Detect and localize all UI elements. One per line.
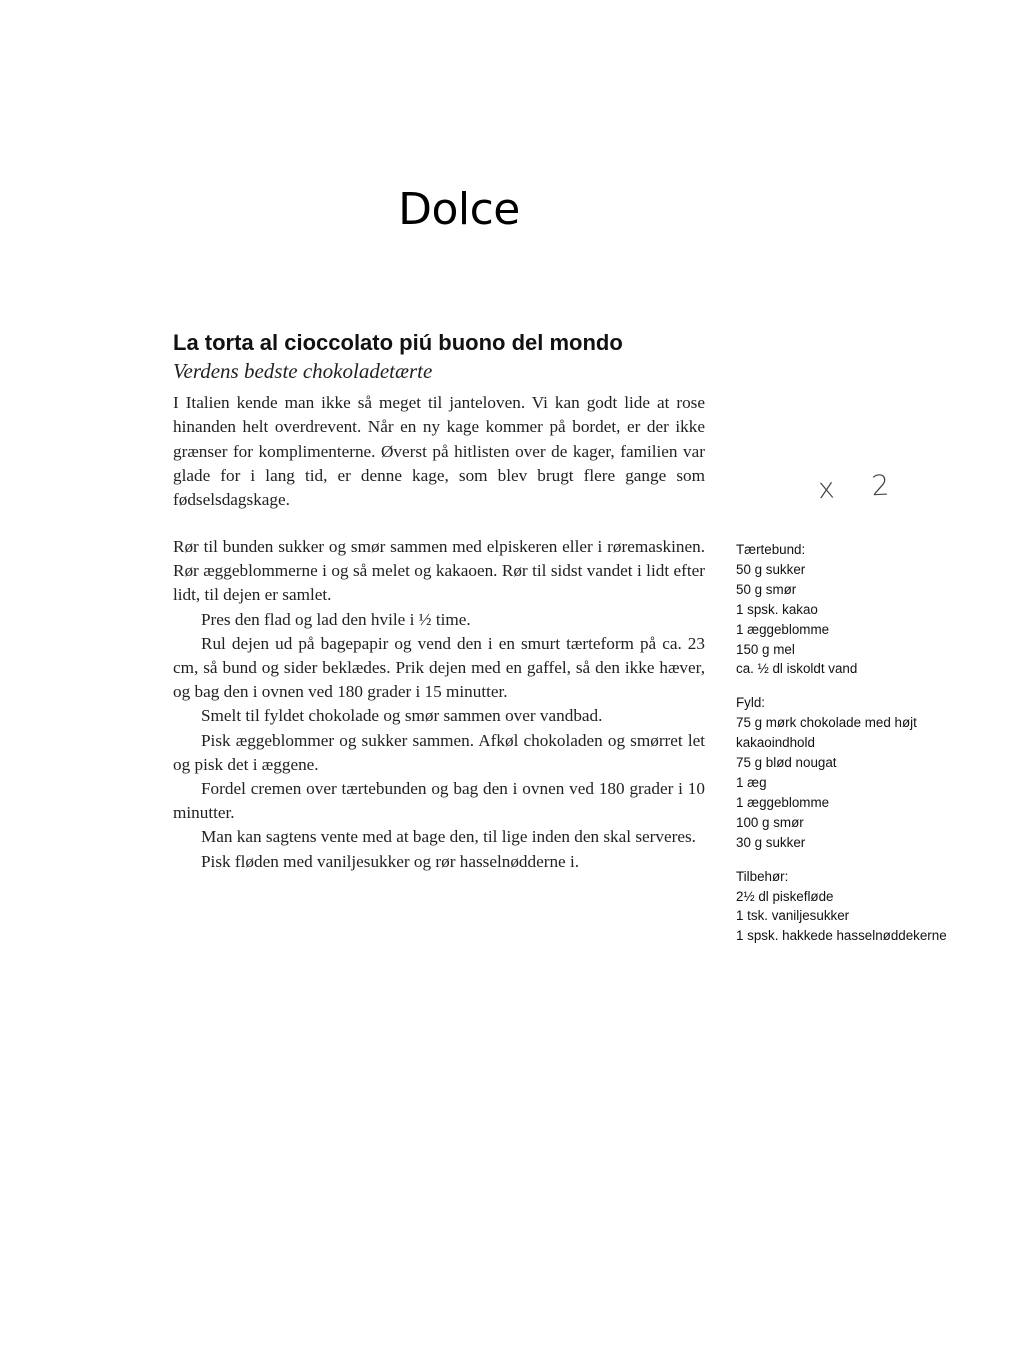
ingredient-item: 1 spsk. hakkede hasselnøddekerne [736, 928, 947, 944]
ingredient-group-heading: Tilbehør: [736, 868, 789, 884]
method-step: Pisk fløden med vaniljesukker og rør hasselnødderne i. [201, 851, 580, 871]
ingredient-item: 75 g blød nougat [736, 755, 837, 771]
page-heading: Dolce [398, 184, 520, 235]
ingredient-group-heading: Fyld: [736, 695, 766, 711]
method-step: Pres den flad og lad den hvile i ½ time. [201, 609, 471, 629]
ingredient-item: 30 g sukker [736, 834, 806, 850]
ingredient-item: ca. ½ dl iskoldt vand [736, 661, 858, 677]
method-step: Fordel cremen over tærtebunden og bag den i ovnen ved 180 grader i 10 minutter. [173, 779, 705, 823]
ingredient-group-base [736, 540, 966, 679]
recipe-title: La torta al cioccolato piú buono del mondo [173, 330, 623, 355]
handwritten-note: x 2 [817, 467, 905, 506]
ingredient-group-filling [736, 693, 966, 852]
ingredient-item: 1 æggeblomme [736, 621, 830, 637]
ingredient-item: 50 g smør [736, 581, 797, 597]
ingredient-group-extras [736, 867, 966, 947]
ingredient-item: 1 æg [736, 774, 767, 790]
ingredients-list [736, 540, 966, 960]
ingredient-item: 1 tsk. vaniljesukker [736, 908, 850, 924]
ingredient-item: 75 g mørk chokolade med højt kakaoindhold [736, 715, 917, 751]
ingredient-item: 150 g mel [736, 641, 795, 657]
ingredient-item: 1 æggeblomme [736, 794, 830, 810]
recipe-intro: I Italien kende man ikke så meget til janteloven. Vi kan godt lide at rose hinanden helt overdrevent. Når en ny kage kommer på bordet, er der ikke grænser for komplimenterne. Øverst på hitlisten over de kager, familien var glade for i lang tid, er denne kage, som blev brugt flere gange som fødselsdagskage. [173, 393, 705, 510]
method-step: Man kan sagtens vente med at bage den, til lige inden den skal serveres. [201, 827, 696, 847]
ingredient-item: 1 spsk. kakao [736, 601, 818, 617]
ingredient-item: 50 g sukker [736, 561, 806, 577]
method-section [173, 535, 705, 874]
ingredient-item: 100 g smør [736, 814, 804, 830]
method-step: Smelt til fyldet chokolade og smør sammen over vandbad. [201, 706, 603, 726]
method-step: Rul dejen ud på bagepapir og vend den i en smurt tærteform på ca. 23 cm, så bund og sider beklædes. Prik dejen med en gaffel, så den ikke hæver, og bag den i ovnen ved 180 grader i 15 minutter. [173, 633, 705, 702]
ingredient-item: 2½ dl piskefløde [736, 888, 834, 904]
method-step: Rør til bunden sukker og smør sammen med elpiskeren eller i røremaskinen. Rør æggeblommerne i og så melet og kakaoen. Rør til sidst vandet i lidt efter lidt, til dejen er samlet. [173, 537, 705, 605]
method-step: Pisk æggeblommer og sukker sammen. Afkøl chokoladen og smørret let og pisk det i æggene. [173, 730, 705, 774]
ingredient-group-heading: Tærtebund: [736, 542, 806, 557]
recipe-subtitle: Verdens bedste chokoladetærte [173, 359, 433, 383]
